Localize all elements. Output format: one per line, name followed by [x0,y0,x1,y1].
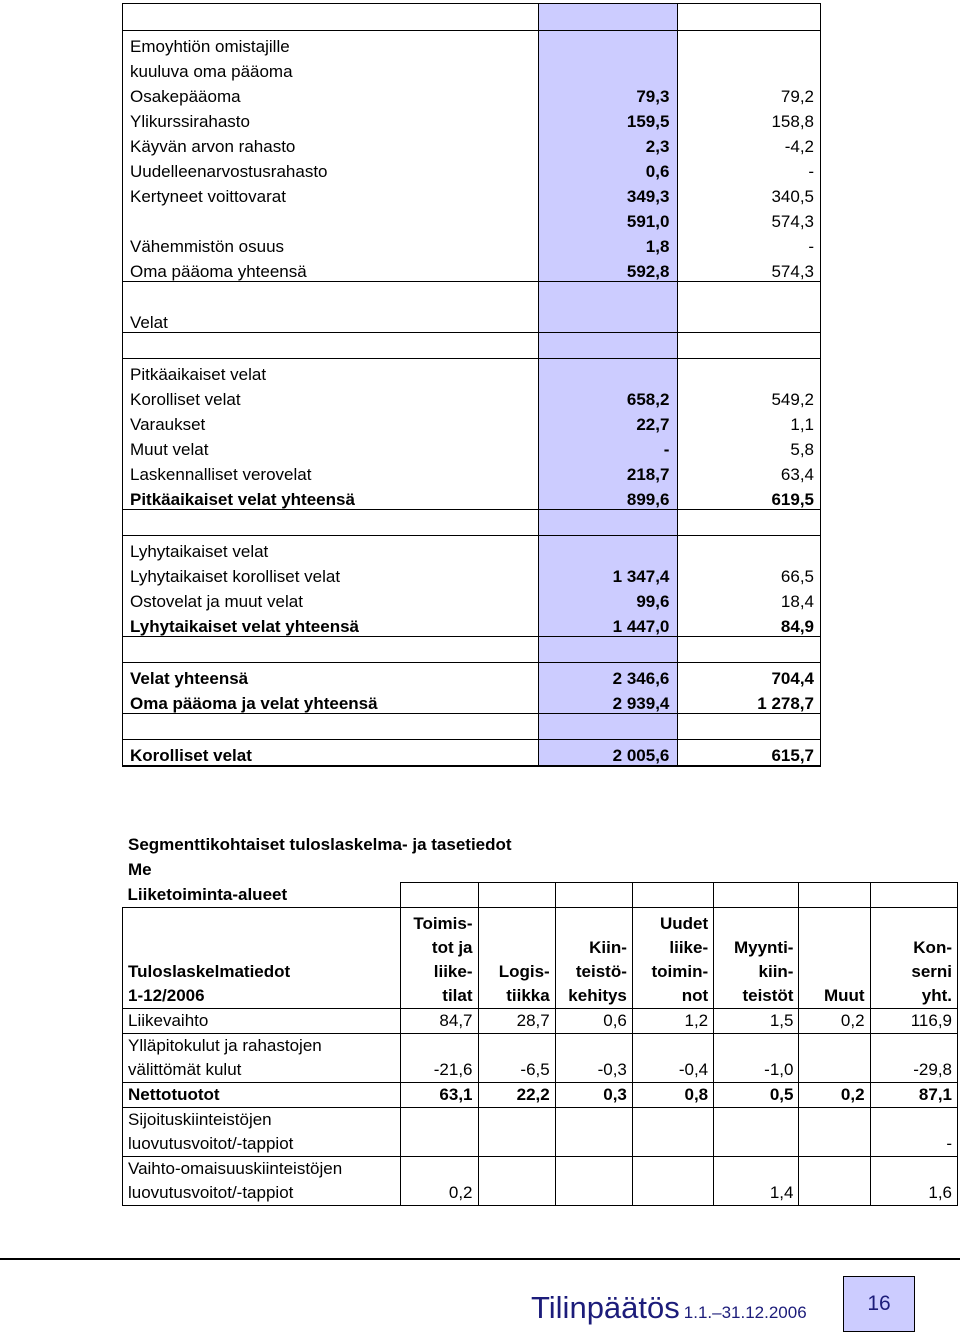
segment-row [123,1082,958,1107]
segment-value: 0,2 [799,1082,870,1107]
segment-area-cell [555,883,632,908]
segment-row-label: Nettotuotot [123,1082,401,1107]
segment-row [123,1033,958,1082]
balance-row-label: Ylikurssirahasto [130,112,250,131]
balance-row-label: Lyhytaikaiset korolliset velat [130,567,341,586]
balance-row [123,714,820,740]
segment-value [714,1107,799,1156]
segment-value: 0,5 [714,1082,799,1107]
balance-value-current: 2 346,6 [612,669,670,688]
balance-row-label: Kertyneet voittovarat [130,187,286,206]
segment-value: 1,5 [714,1008,799,1033]
balance-value-current: 159,5 [626,112,670,131]
balance-row [123,409,820,434]
segment-header-row [123,907,958,1008]
segment-row [123,1008,958,1033]
segment-value [401,1107,478,1156]
segment-value: 1,2 [632,1008,713,1033]
balance-value-previous: - [808,237,814,256]
balance-value-previous: 158,8 [771,112,814,131]
balance-value-previous: 18,4 [780,592,814,611]
segment-heading: Segmenttikohtaiset tuloslaskelma- ja tasetiedot [128,835,512,854]
segment-header-period: 1-12/2006 [128,985,205,1005]
page-number-box [843,1276,915,1332]
balance-value-current: 0,6 [645,162,670,181]
segment-area-label: Liiketoiminta-alueet [123,883,401,908]
segment-value: -1,0 [714,1033,799,1082]
segment-value [799,1033,870,1082]
segment-value [555,1156,632,1205]
segment-table [122,882,958,1206]
segment-header-first [123,907,401,1008]
segment-column-header: Uudet liike- toimin- not [632,907,713,1008]
balance-row [123,81,820,106]
balance-row-label: Velat [130,313,168,332]
balance-row-label: Pitkäaikaiset velat [130,365,267,384]
balance-value-current: 2,3 [645,137,670,156]
segment-value [632,1156,713,1205]
segment-value: 1,6 [870,1156,957,1205]
balance-row [123,333,820,359]
balance-row [123,586,820,611]
balance-row [123,536,820,561]
segment-row [123,1156,958,1205]
balance-value-previous: 79,2 [780,87,814,106]
balance-row-label: kuuluva oma pääoma [130,62,293,81]
balance-row [123,611,820,637]
segment-value: 28,7 [478,1008,555,1033]
segment-value: -0,4 [632,1033,713,1082]
balance-row [123,434,820,459]
balance-value-previous: 704,4 [771,669,814,688]
balance-row [123,156,820,181]
segment-area-cell [478,883,555,908]
balance-value-current: 349,3 [626,187,670,206]
segment-area-cell [401,883,478,908]
balance-row-label: Käyvän arvon rahasto [130,137,296,156]
segment-row-label: Ylläpitokulut ja rahastojen välittömät kulut [123,1033,401,1082]
balance-row-label: Korolliset velat [130,746,252,765]
segment-area-cell [799,883,870,908]
balance-row [123,459,820,484]
segment-value: - [870,1107,957,1156]
balance-row-label: Lyhytaikaiset velat yhteensä [130,617,359,636]
balance-value-current: 79,3 [636,87,670,106]
balance-row-label: Vähemmistön osuus [130,237,285,256]
segment-area-cell [632,883,713,908]
segment-area-cell [870,883,957,908]
balance-row [123,688,820,714]
balance-sheet-table [122,3,821,767]
segment-value: 0,8 [632,1082,713,1107]
balance-value-current: 1,8 [645,237,670,256]
segment-column-header: Myynti- kiin- teistöt [714,907,799,1008]
balance-row [123,206,820,231]
segment-value: 0,2 [401,1156,478,1205]
segment-value [632,1107,713,1156]
balance-row [123,56,820,81]
balance-row [123,307,820,333]
balance-row [123,637,820,663]
balance-value-previous: - [808,162,814,181]
balance-value-previous: 619,5 [771,490,814,509]
page-number: 16 [867,1292,891,1315]
footer-divider [0,1258,960,1260]
balance-value-current: 2 939,4 [612,694,670,713]
balance-value-current: 1 347,4 [612,567,670,586]
balance-row-label: Uudelleenarvostusrahasto [130,162,328,181]
segment-value: 0,3 [555,1082,632,1107]
balance-value-previous: 66,5 [780,567,814,586]
footer-period: 1.1.–31.12.2006 [683,1303,807,1322]
balance-row [123,131,820,156]
balance-row-label: Emoyhtiön omistajille [130,37,290,56]
segment-column-header: Logis- tiikka [478,907,555,1008]
segment-column-header: Muut [799,907,870,1008]
footer-title-block [531,1290,807,1326]
segment-section [122,832,958,1206]
segment-value: -21,6 [401,1033,478,1082]
balance-row [123,181,820,206]
balance-row [123,663,820,688]
balance-value-current: - [663,440,670,459]
segment-row [123,1107,958,1156]
balance-row [123,31,820,56]
balance-value-previous: -4,2 [784,137,814,156]
balance-row [123,510,820,536]
segment-value: 87,1 [870,1082,957,1107]
balance-row-label: Velat yhteensä [130,669,249,688]
balance-value-current: 592,8 [626,262,670,281]
segment-column-header: Kon- serni yht. [870,907,957,1008]
balance-row [123,106,820,131]
balance-row [123,740,820,766]
balance-row-label: Varaukset [130,415,206,434]
balance-value-current: 22,7 [636,415,670,434]
balance-row [123,231,820,256]
balance-value-previous: 574,3 [771,262,814,281]
segment-area-row [123,883,958,908]
balance-value-current: 1 447,0 [612,617,670,636]
segment-value: 0,6 [555,1008,632,1033]
balance-value-previous: 615,7 [771,746,814,765]
segment-value [478,1156,555,1205]
balance-row-label: Oma pääoma ja velat yhteensä [130,694,378,713]
segment-area-cell [714,883,799,908]
balance-value-previous: 1 278,7 [757,694,814,713]
balance-value-current: 899,6 [626,490,670,509]
footer-title: Tilinpäätös [531,1290,680,1325]
segment-row-label: Liikevaihto [123,1008,401,1033]
segment-value [478,1107,555,1156]
balance-row [123,359,820,384]
balance-value-current: 658,2 [626,390,670,409]
balance-row [123,384,820,409]
balance-value-previous: 63,4 [780,465,814,484]
segment-row-label: Vaihto-omaisuuskiinteistöjen luovutusvoitot/-tappiot [123,1156,401,1205]
balance-value-previous: 1,1 [790,415,814,434]
balance-row [123,282,820,307]
balance-row-label: Ostovelat ja muut velat [130,592,303,611]
balance-row-label: Osakepääoma [130,87,241,106]
segment-header-title: Tuloslaskelmatiedot [128,961,291,981]
segment-column-header: Kiin- teistö- kehitys [555,907,632,1008]
balance-value-previous: 340,5 [771,187,814,206]
balance-value-previous: 574,3 [771,212,814,231]
segment-value: 1,4 [714,1156,799,1205]
segment-value: -29,8 [870,1033,957,1082]
balance-row-label: Pitkäaikaiset velat yhteensä [130,490,355,509]
balance-row-label: Laskennalliset verovelat [130,465,312,484]
balance-value-current: 2 005,6 [612,746,670,765]
segment-value: 63,1 [401,1082,478,1107]
segment-value [799,1107,870,1156]
balance-value-current: 99,6 [636,592,670,611]
segment-value: -0,3 [555,1033,632,1082]
balance-row-label: Korolliset velat [130,390,241,409]
balance-value-previous: 5,8 [790,440,814,459]
segment-value: -6,5 [478,1033,555,1082]
segment-value: 116,9 [870,1008,957,1033]
balance-value-current: 218,7 [626,465,670,484]
segment-value [555,1107,632,1156]
segment-row-label: Sijoituskiinteistöjen luovutusvoitot/-tappiot [123,1107,401,1156]
balance-row [123,561,820,586]
segment-unit: Me [128,860,152,879]
segment-value: 0,2 [799,1008,870,1033]
balance-value-previous: 84,9 [780,617,814,636]
balance-row [123,484,820,510]
segment-value [799,1156,870,1205]
balance-value-previous: 549,2 [771,390,814,409]
balance-row [123,256,820,282]
balance-value-current: 591,0 [626,212,670,231]
balance-row-label: Muut velat [130,440,209,459]
segment-value: 22,2 [478,1082,555,1107]
balance-row-label: Oma pääoma yhteensä [130,262,307,281]
segment-column-header: Toimis- tot ja liike- tilat [401,907,478,1008]
balance-row [123,4,820,31]
balance-row-label: Lyhytaikaiset velat [130,542,269,561]
segment-value: 84,7 [401,1008,478,1033]
